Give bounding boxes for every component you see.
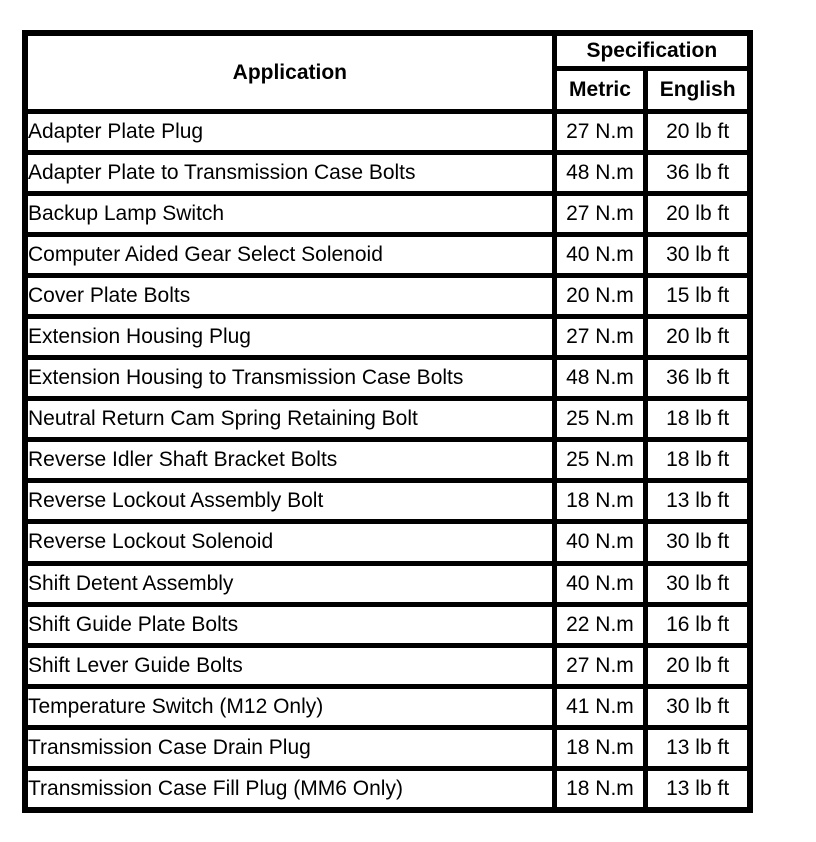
english-value-cell: 13 lb ft	[647, 729, 748, 767]
application-cell: Shift Guide Plate Bolts	[27, 606, 553, 644]
english-value-cell: 30 lb ft	[647, 523, 748, 561]
specification-column-header: Specification	[556, 35, 748, 67]
metric-value-cell: 25 N.m	[556, 441, 645, 479]
english-column-header: English	[647, 70, 748, 110]
table-row	[27, 277, 748, 315]
table-row	[27, 359, 748, 397]
english-value-cell: 16 lb ft	[647, 606, 748, 644]
table-row	[27, 729, 748, 767]
table-row	[27, 688, 748, 726]
metric-value-cell: 27 N.m	[556, 647, 645, 685]
metric-value-cell: 18 N.m	[556, 482, 645, 520]
metric-value-cell: 48 N.m	[556, 359, 645, 397]
table-body	[27, 113, 748, 808]
application-cell: Neutral Return Cam Spring Retaining Bolt	[27, 400, 553, 438]
table-row	[27, 400, 748, 438]
english-value-cell: 36 lb ft	[647, 359, 748, 397]
application-cell: Temperature Switch (M12 Only)	[27, 688, 553, 726]
application-cell: Extension Housing Plug	[27, 318, 553, 356]
metric-value-cell: 18 N.m	[556, 770, 645, 808]
application-cell: Reverse Idler Shaft Bracket Bolts	[27, 441, 553, 479]
table-row	[27, 236, 748, 274]
table-row	[27, 647, 748, 685]
application-cell: Shift Detent Assembly	[27, 565, 553, 603]
table-row	[27, 113, 748, 151]
table-row	[27, 318, 748, 356]
english-value-cell: 20 lb ft	[647, 113, 748, 151]
metric-value-cell: 27 N.m	[556, 195, 645, 233]
metric-value-cell: 40 N.m	[556, 236, 645, 274]
metric-value-cell: 41 N.m	[556, 688, 645, 726]
application-cell: Transmission Case Drain Plug	[27, 729, 553, 767]
table-row	[27, 770, 748, 808]
application-cell: Computer Aided Gear Select Solenoid	[27, 236, 553, 274]
application-cell: Backup Lamp Switch	[27, 195, 553, 233]
metric-value-cell: 18 N.m	[556, 729, 645, 767]
english-value-cell: 18 lb ft	[647, 400, 748, 438]
metric-value-cell: 20 N.m	[556, 277, 645, 315]
metric-value-cell: 27 N.m	[556, 318, 645, 356]
english-value-cell: 36 lb ft	[647, 154, 748, 192]
english-value-cell: 13 lb ft	[647, 482, 748, 520]
metric-value-cell: 48 N.m	[556, 154, 645, 192]
metric-value-cell: 22 N.m	[556, 606, 645, 644]
english-value-cell: 30 lb ft	[647, 236, 748, 274]
table-row	[27, 154, 748, 192]
application-column-header: Application	[27, 35, 553, 110]
table-row	[27, 565, 748, 603]
application-cell: Shift Lever Guide Bolts	[27, 647, 553, 685]
table-row	[27, 195, 748, 233]
application-cell: Reverse Lockout Solenoid	[27, 523, 553, 561]
table-row	[27, 523, 748, 561]
metric-column-header: Metric	[556, 70, 645, 110]
english-value-cell: 13 lb ft	[647, 770, 748, 808]
english-value-cell: 20 lb ft	[647, 195, 748, 233]
application-cell: Adapter Plate Plug	[27, 113, 553, 151]
english-value-cell: 20 lb ft	[647, 318, 748, 356]
table-row	[27, 606, 748, 644]
header-row-specification	[27, 35, 748, 67]
english-value-cell: 30 lb ft	[647, 565, 748, 603]
english-value-cell: 20 lb ft	[647, 647, 748, 685]
english-value-cell: 30 lb ft	[647, 688, 748, 726]
metric-value-cell: 40 N.m	[556, 523, 645, 561]
application-cell: Cover Plate Bolts	[27, 277, 553, 315]
english-value-cell: 18 lb ft	[647, 441, 748, 479]
torque-spec-table	[22, 30, 753, 813]
application-cell: Transmission Case Fill Plug (MM6 Only)	[27, 770, 553, 808]
application-cell: Adapter Plate to Transmission Case Bolts	[27, 154, 553, 192]
table-row	[27, 441, 748, 479]
application-cell: Reverse Lockout Assembly Bolt	[27, 482, 553, 520]
application-cell: Extension Housing to Transmission Case Bolts	[27, 359, 553, 397]
english-value-cell: 15 lb ft	[647, 277, 748, 315]
metric-value-cell: 40 N.m	[556, 565, 645, 603]
metric-value-cell: 27 N.m	[556, 113, 645, 151]
metric-value-cell: 25 N.m	[556, 400, 645, 438]
table-row	[27, 482, 748, 520]
